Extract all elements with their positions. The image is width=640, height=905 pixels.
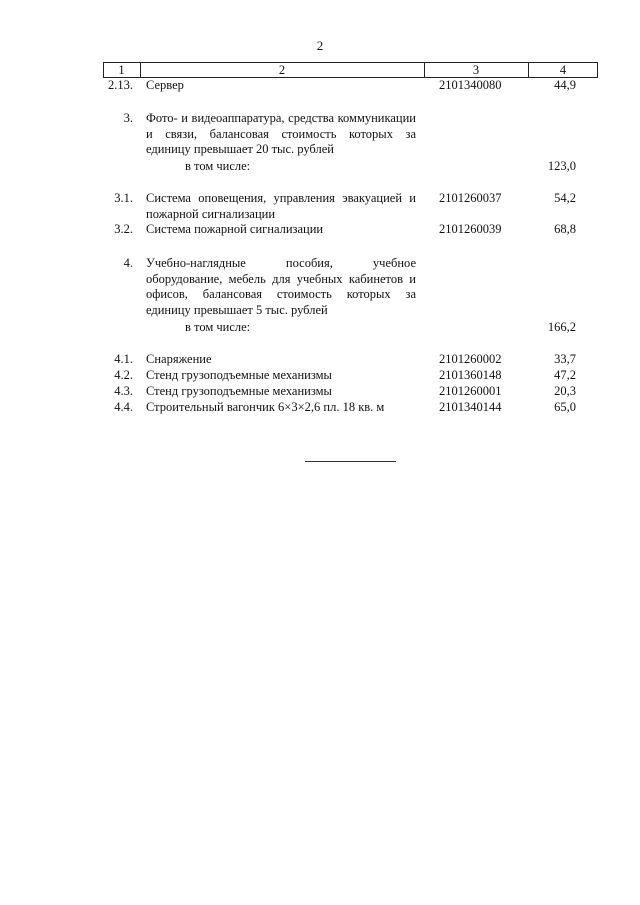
row-code: 2101260001: [439, 384, 502, 398]
row-number: 2.13.: [108, 78, 133, 92]
row-number: 4.4.: [114, 400, 133, 414]
row-name: Стенд грузоподъемные механизмы: [146, 368, 332, 382]
page-number: 2: [316, 38, 324, 53]
row-name: Система пожарной сигнализации: [146, 222, 324, 236]
row-value: 68,8: [554, 222, 576, 236]
row-value: 123,0: [547, 159, 576, 173]
table-header: [103, 62, 598, 78]
row-number: 4.2.: [114, 368, 133, 382]
row-number: 3.1.: [114, 191, 133, 205]
row-subtitle: в том числе:: [185, 320, 251, 334]
row-code: 2101260037: [439, 191, 502, 205]
header-col-1: 1: [118, 63, 125, 77]
row-value: 54,2: [554, 191, 576, 205]
row-number: 4.1.: [114, 352, 133, 366]
row-code: 2101260039: [439, 222, 502, 236]
row-name: Учебно-наглядные пособия, учебное оборудование, мебель для учебных кабинетов и офисов, балансовая стоимость которых за единицу превышает 5 тыс. рублей: [146, 256, 416, 317]
header-col-3: 3: [472, 63, 480, 77]
row-value: 47,2: [554, 368, 576, 382]
header-col-2: 2: [278, 63, 286, 77]
assets-table: [103, 62, 598, 414]
row-code: 2101340144: [439, 400, 502, 414]
row-value: 20,3: [554, 384, 576, 398]
row-name: Система оповещения, управления эвакуацией и пожарной сигнализации: [146, 191, 416, 221]
closing-rule: [305, 461, 396, 462]
row-name: Сервер: [146, 78, 184, 92]
row-value: 44,9: [554, 78, 576, 92]
row-number: 4.: [123, 256, 133, 270]
row-name: Фото- и видеоаппаратура, средства коммуникации и связи, балансовая стоимость которых за единицу превышает 20 тыс. рублей: [146, 111, 416, 156]
header-col-4: 4: [559, 63, 567, 77]
row-name: Снаряжение: [146, 352, 212, 366]
row-code: 2101340080: [439, 78, 502, 92]
row-name: Стенд грузоподъемные механизмы: [146, 384, 332, 398]
row-value: 166,2: [547, 320, 576, 334]
row-number: 4.3.: [114, 384, 133, 398]
row-number: 3.: [123, 111, 133, 125]
row-subtitle: в том числе:: [185, 159, 251, 173]
row-value: 65,0: [554, 400, 576, 414]
row-code: 2101260002: [439, 352, 502, 366]
row-name: Строительный вагончик 6×3×2,6 пл. 18 кв. м: [146, 400, 385, 414]
row-code: 2101360148: [439, 368, 502, 382]
table-border: [597, 63, 598, 77]
row-value: 33,7: [554, 352, 576, 366]
row-number: 3.2.: [114, 222, 133, 236]
